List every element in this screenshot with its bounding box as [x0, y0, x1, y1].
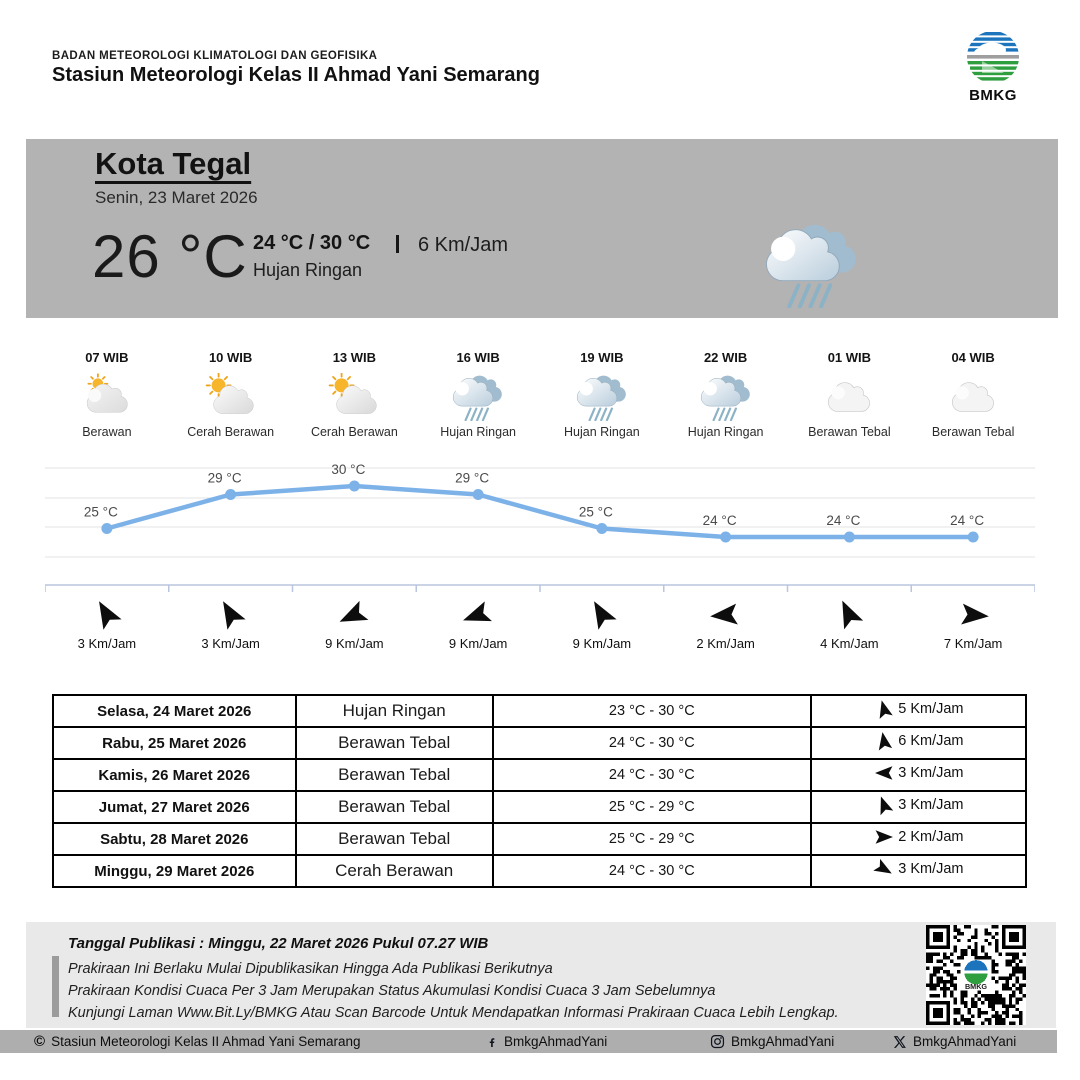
weather-icon — [699, 373, 753, 421]
bmkg-logo-label: BMKG — [969, 87, 1017, 104]
instagram-handle[interactable] — [710, 1030, 834, 1053]
svg-text:25 °C: 25 °C — [83, 504, 118, 520]
wind-speed-label: 2 Km/Jam — [898, 829, 964, 845]
wind-speed-label: 7 Km/Jam — [943, 636, 1003, 651]
weather-icon — [575, 373, 629, 421]
wind-direction-icon — [81, 589, 133, 641]
wind-slot — [169, 596, 293, 651]
svg-text:24 °C: 24 °C — [950, 513, 985, 528]
hourly-time-label: 01 WIB — [827, 350, 872, 365]
weather-icon — [80, 373, 134, 421]
wind-speed-label: 3 Km/Jam — [898, 797, 964, 813]
twitter-handle-text: BmkgAhmadYani — [913, 1034, 1017, 1049]
current-wind-speed: 6 Km/Jam — [418, 234, 509, 256]
forecast-temp-range: 24 °C - 30 °C — [493, 727, 811, 759]
wind-direction-icon — [870, 791, 898, 819]
hourly-slot — [664, 350, 788, 439]
wind-direction-icon — [953, 594, 994, 635]
temp-range: 24 °C / 30 °C — [253, 232, 371, 254]
rain-cloud-icon — [762, 220, 862, 308]
wind-speed-label: 4 Km/Jam — [820, 636, 879, 651]
hourly-condition-label: Cerah Berawan — [310, 425, 398, 439]
forecast-date: Minggu, 29 Maret 2026 — [53, 855, 296, 887]
forecast-condition: Cerah Berawan — [296, 855, 493, 887]
x-twitter-icon — [893, 1035, 907, 1049]
wind-direction-icon — [873, 826, 895, 848]
forecast-wind — [811, 823, 1026, 855]
hourly-condition-label: Berawan Tebal — [808, 425, 891, 439]
facebook-icon — [486, 1034, 498, 1050]
forecast-condition: Berawan Tebal — [296, 759, 493, 791]
weather-icon — [946, 373, 1000, 421]
separator-bar — [396, 235, 399, 253]
svg-text:24 °C: 24 °C — [702, 513, 737, 528]
wind-slot — [540, 596, 664, 651]
note-accent-bar — [52, 956, 59, 1017]
wind-slot — [664, 596, 788, 651]
hourly-time-label: 10 WIB — [208, 350, 253, 365]
forecast-date: Sabtu, 28 Maret 2026 — [53, 823, 296, 855]
wind-direction-icon — [576, 589, 628, 641]
table-row — [53, 759, 1026, 791]
hourly-slot — [45, 350, 169, 439]
svg-text:24 °C: 24 °C — [826, 513, 861, 528]
twitter-handle[interactable] — [893, 1030, 1016, 1053]
footer-note: Prakiraan Kondisi Cuaca Per 3 Jam Merupakan Status Akumulasi Kondisi Cuaca 3 Jam Sebelumnya — [68, 983, 716, 999]
wind-slot — [293, 596, 417, 651]
hourly-slot — [169, 350, 293, 439]
forecast-wind — [811, 791, 1026, 823]
hourly-condition-label: Hujan Ringan — [564, 425, 640, 439]
wind-speed-label: 3 Km/Jam — [201, 636, 260, 651]
hourly-condition-label: Berawan — [82, 425, 132, 439]
bmkg-logo — [948, 28, 1038, 104]
wind-direction-icon — [871, 696, 898, 723]
footer-note: Prakiraan Ini Berlaku Mulai Dipublikasikan Hingga Ada Publikasi Berikutnya — [68, 961, 553, 977]
wind-direction-icon — [454, 591, 503, 640]
forecast-temp-range: 25 °C - 29 °C — [493, 791, 811, 823]
wind-speed-label: 9 Km/Jam — [325, 636, 384, 651]
wind-direction-icon — [869, 854, 899, 884]
wind-speed-label: 3 Km/Jam — [898, 765, 964, 781]
wind-direction-icon — [824, 590, 874, 640]
hero-date: Senin, 23 Maret 2026 — [95, 188, 258, 207]
forecast-temp-range: 24 °C - 30 °C — [493, 759, 811, 791]
bottom-bar — [0, 1030, 1057, 1053]
forecast-date: Selasa, 24 Maret 2026 — [53, 695, 296, 727]
wind-direction-icon — [205, 589, 257, 641]
table-row — [53, 695, 1026, 727]
hourly-time-label: 16 WIB — [456, 350, 500, 365]
qr-code[interactable] — [926, 925, 1026, 1025]
forecast-wind — [811, 695, 1026, 727]
hourly-slot — [911, 350, 1035, 439]
current-condition: Hujan Ringan — [253, 260, 363, 280]
table-row — [53, 823, 1026, 855]
current-temperature: 26 °C — [92, 223, 248, 290]
wind-speed-label: 3 Km/Jam — [77, 636, 137, 651]
hourly-forecast-strip — [45, 350, 1035, 439]
svg-text:25 °C: 25 °C — [578, 504, 613, 520]
wind-speed-label: 5 Km/Jam — [898, 701, 964, 717]
facebook-handle-text: BmkgAhmadYani — [504, 1034, 608, 1049]
weather-icon — [327, 373, 381, 421]
facebook-handle[interactable] — [486, 1030, 607, 1053]
copyright-icon: © — [34, 1033, 46, 1050]
hourly-slot — [788, 350, 912, 439]
bmkg-logo-icon — [948, 28, 1038, 86]
forecast-condition: Hujan Ringan — [296, 695, 493, 727]
weather-icon — [822, 373, 876, 421]
wind-direction-icon — [329, 590, 379, 640]
wind-speed-label: 9 Km/Jam — [572, 636, 632, 651]
wind-strip — [45, 596, 1035, 651]
city-title: Kota Tegal — [95, 146, 252, 181]
svg-text:29 °C: 29 °C — [455, 470, 490, 486]
forecast-condition: Berawan Tebal — [296, 791, 493, 823]
instagram-icon — [710, 1034, 725, 1049]
footer-note: Kunjungi Laman Www.Bit.Ly/BMKG Atau Scan Barcode Untuk Mendapatkan Informasi Prakiraan Cuaca Lebih Lengkap. — [68, 1005, 839, 1021]
publication-date: Tanggal Publikasi : Minggu, 22 Maret 2026 Pukul 07.27 WIB — [68, 935, 489, 952]
hourly-condition-label: Berawan Tebal — [931, 425, 1015, 439]
hourly-slot — [416, 350, 540, 439]
agency-name: BADAN METEOROLOGI KLIMATOLOGI DAN GEOFISIKA — [52, 50, 378, 62]
forecast-date: Kamis, 26 Maret 2026 — [53, 759, 296, 791]
hourly-slot — [540, 350, 664, 439]
wind-speed-label: 9 Km/Jam — [448, 636, 508, 651]
temperature-chart — [45, 458, 1035, 594]
forecast-condition: Berawan Tebal — [296, 823, 493, 855]
wind-direction-icon — [872, 728, 897, 753]
wind-slot — [416, 596, 540, 651]
forecast-temp-range: 23 °C - 30 °C — [493, 695, 811, 727]
forecast-temp-range: 24 °C - 30 °C — [493, 855, 811, 887]
copyright-text: Stasiun Meteorologi Kelas II Ahmad Yani Semarang — [51, 1034, 361, 1049]
wind-direction-icon — [873, 762, 895, 784]
wind-speed-label: 2 Km/Jam — [696, 636, 755, 651]
forecast-wind — [811, 727, 1026, 759]
hourly-condition-label: Hujan Ringan — [440, 425, 516, 439]
table-row — [53, 855, 1026, 887]
forecast-temp-range: 25 °C - 29 °C — [493, 823, 811, 855]
svg-text:29 °C: 29 °C — [207, 470, 242, 486]
forecast-wind — [811, 759, 1026, 791]
table-row — [53, 791, 1026, 823]
wind-slot — [788, 596, 912, 651]
instagram-handle-text: BmkgAhmadYani — [731, 1034, 835, 1049]
forecast-date: Jumat, 27 Maret 2026 — [53, 791, 296, 823]
daily-forecast-table — [52, 694, 1027, 888]
weather-icon — [451, 373, 505, 421]
forecast-wind — [811, 855, 1026, 887]
wind-slot — [45, 596, 169, 651]
station-name: Stasiun Meteorologi Kelas II Ahmad Yani Semarang — [52, 64, 540, 86]
hourly-time-label: 07 WIB — [85, 350, 129, 365]
svg-text:30 °C: 30 °C — [331, 462, 366, 477]
forecast-date: Rabu, 25 Maret 2026 — [53, 727, 296, 759]
hourly-time-label: 19 WIB — [580, 350, 624, 365]
weather-icon — [204, 373, 258, 421]
wind-speed-label: 3 Km/Jam — [898, 861, 964, 877]
hourly-condition-label: Hujan Ringan — [687, 425, 764, 439]
svg-text:BMKG: BMKG — [964, 982, 988, 992]
copyright-item — [34, 1030, 361, 1053]
hourly-time-label: 04 WIB — [951, 350, 995, 365]
hourly-slot — [293, 350, 417, 439]
wind-direction-icon — [705, 594, 746, 635]
hourly-time-label: 13 WIB — [332, 350, 377, 365]
hourly-condition-label: Cerah Berawan — [187, 425, 275, 439]
wind-slot — [911, 596, 1035, 651]
wind-speed-label: 6 Km/Jam — [898, 733, 964, 749]
hourly-time-label: 22 WIB — [703, 350, 748, 365]
forecast-condition: Berawan Tebal — [296, 727, 493, 759]
table-row — [53, 727, 1026, 759]
